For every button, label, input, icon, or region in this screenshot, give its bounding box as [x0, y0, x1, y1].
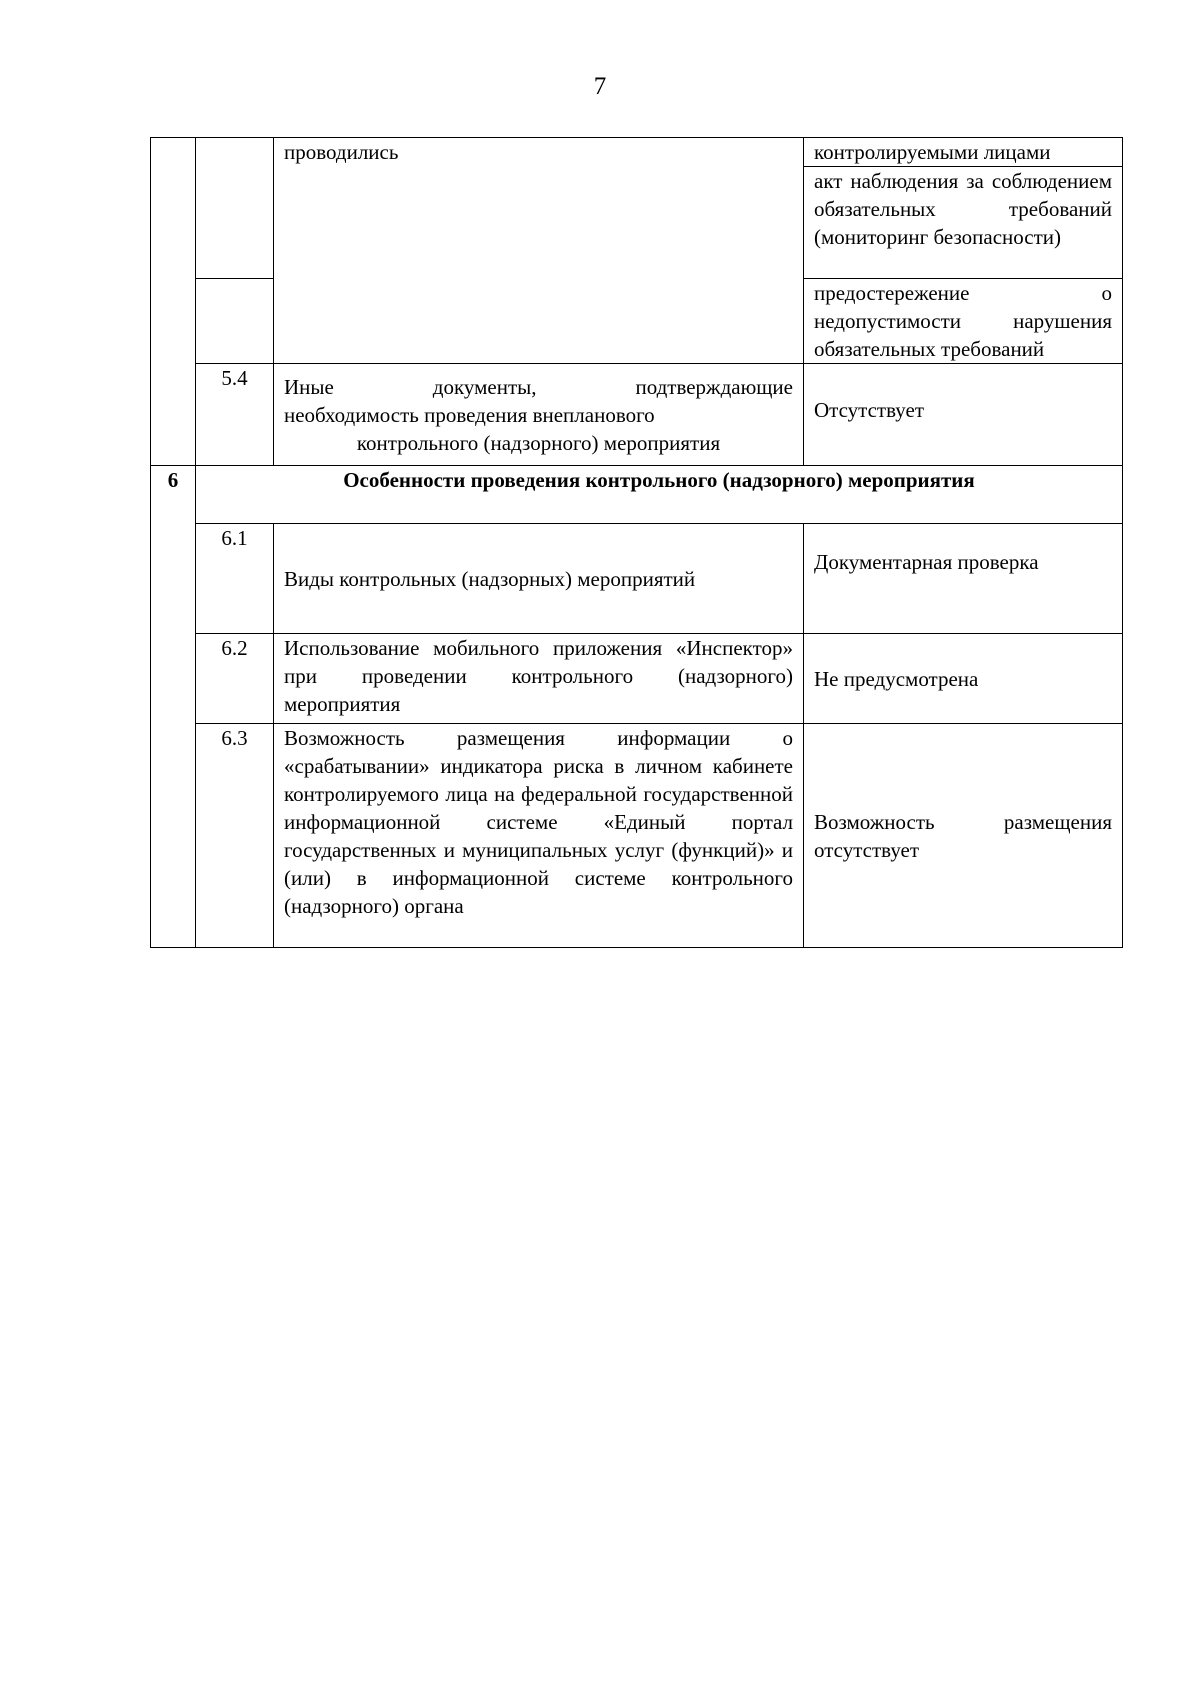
desc-line: контрольного (надзорного) мероприятия: [356, 430, 721, 455]
value-cell: акт наблюдения за соблюдением обязательных требований (мониторинг безопасности): [804, 167, 1123, 279]
document-table: [150, 137, 1123, 948]
row-number: 6.1: [196, 524, 274, 634]
section-5-cell: [151, 138, 196, 466]
value-cell: Отсутствует: [804, 364, 1123, 466]
table-row: [151, 524, 1123, 634]
value-cell: Возможность размещения отсутствует: [804, 724, 1123, 948]
row-number: 6.2: [196, 634, 274, 724]
desc-line: Иные документы, подтверждающие: [284, 374, 793, 399]
desc-cell: Использование мобильного приложения «Инспектор» при проведении контрольного (надзорного) мероприятия: [274, 634, 804, 724]
row-number: 5.4: [196, 364, 274, 466]
num-cell-empty: [196, 138, 274, 279]
desc-cell: проводились: [274, 138, 804, 364]
desc-line: необходимость проведения внепланового: [284, 402, 655, 427]
table-row: [151, 364, 1123, 466]
value-cell: контролируемыми лицами: [804, 138, 1123, 167]
value-cell: Не предусмотрена: [804, 634, 1123, 724]
table-row: [151, 466, 1123, 524]
desc-cell: [274, 364, 804, 466]
row-number: 6.3: [196, 724, 274, 948]
table-row: [151, 634, 1123, 724]
num-cell-empty: [196, 279, 274, 364]
desc-cell: Возможность размещения информации о «срабатывании» индикатора риска в личном кабинете контролируемого лица на федеральной государственной информационной системе «Единый портал государственных и муниципальных услуг (функций)» и (или) в информационной системе контрольного (надзорного) органа: [274, 724, 804, 948]
page-number: 7: [593, 73, 607, 100]
value-cell: Документарная проверка: [804, 524, 1123, 634]
table-row: [151, 138, 1123, 167]
section-number: 6: [151, 466, 196, 948]
table-row: [151, 724, 1123, 948]
section-heading: Особенности проведения контрольного (надзорного) мероприятия: [196, 466, 1123, 524]
desc-cell: Виды контрольных (надзорных) мероприятий: [274, 524, 804, 634]
value-cell: предостережение о недопустимости нарушения обязательных требований: [804, 279, 1123, 364]
